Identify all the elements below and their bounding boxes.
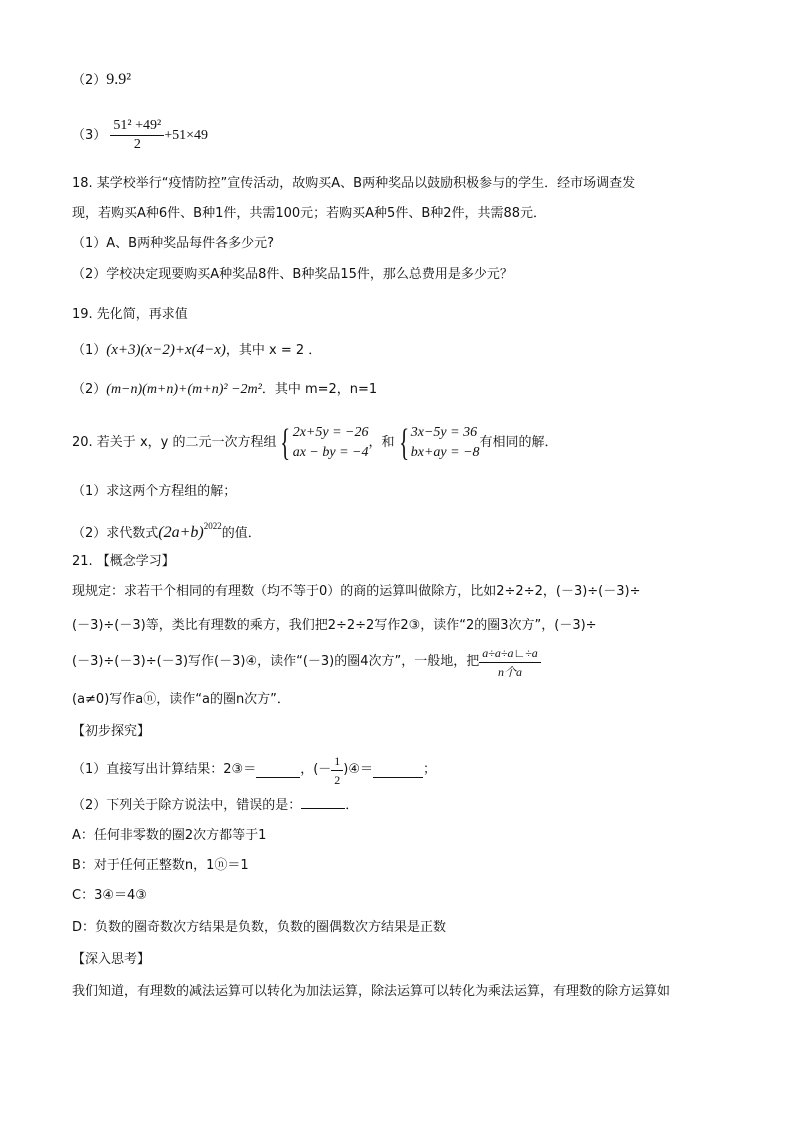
q21-option-d: D：负数的圈奇数次方结果是负数，负数的圈偶数次方结果是正数 bbox=[72, 920, 447, 935]
q17-part2-label: （2） bbox=[72, 73, 107, 88]
q19-part2-label: （2） bbox=[72, 382, 107, 397]
q21-option-a: A：任何非零数的圈2次方都等于1 bbox=[72, 828, 267, 843]
q20-mid: ，和 bbox=[368, 435, 395, 450]
q21-sub1-frac-num: 1 bbox=[331, 753, 343, 771]
q20-system2 bbox=[395, 423, 480, 463]
q17-part3-denominator: 2 bbox=[133, 137, 141, 152]
q19-part1-expr: (x+3)(x−2)+x(4−x) bbox=[106, 342, 226, 358]
q21-sub1-fraction bbox=[331, 753, 343, 788]
answer-blank[interactable] bbox=[373, 763, 423, 778]
q17-part3-numerator: 51² +49² bbox=[110, 118, 164, 136]
q17-part3-fraction bbox=[110, 118, 164, 153]
q21-sub2-end: ． bbox=[345, 798, 359, 813]
q20-lead: 20. 若关于 x，y 的二元一次方程组 bbox=[72, 435, 277, 450]
q20-part1: （1）求这两个方程组的解； bbox=[72, 484, 237, 499]
q21-sub1 bbox=[72, 752, 436, 788]
q21-line3-denominator: n个a bbox=[498, 664, 523, 679]
q20-system2-eq1: 3x−5y = 36 bbox=[410, 425, 478, 440]
q20-system1-eq1: 2x+5y = −26 bbox=[292, 425, 369, 440]
q19-part1-label: （1） bbox=[72, 343, 107, 358]
q21-sub1-mid: ，(－ bbox=[300, 762, 332, 777]
q21-sub1-frac-den: 2 bbox=[334, 772, 341, 787]
q18-line1: 18. 某学校举行“疫情防控”宣传活动，故购买A、B两种奖品以鼓励积极参与的学生．经市场调查发 bbox=[72, 176, 636, 191]
q17-part2-expr: 9.9² bbox=[106, 71, 132, 88]
q21-option-c: C：3④＝4③ bbox=[72, 888, 147, 903]
q20-system1 bbox=[276, 423, 368, 463]
q21-sub1-post: )④＝ bbox=[343, 762, 374, 777]
q21-line3 bbox=[72, 642, 541, 682]
q20-part2-exponent: 2022 bbox=[203, 521, 222, 531]
q19-part2 bbox=[72, 380, 377, 400]
left-brace-icon: { bbox=[280, 422, 291, 464]
q18-part2: （2）学校决定现要购买A种奖品8件、B种奖品15件，那么总费用是多少元？ bbox=[72, 267, 513, 282]
q18-part1: （1）A、B两种奖品每件各多少元? bbox=[72, 236, 274, 251]
q21-sub1-pre: （1）直接写出计算结果：2③＝ bbox=[72, 762, 257, 777]
q21-line4: (a≠0)写作aⓝ，读作“a的圈n次方”． bbox=[72, 692, 290, 707]
q17-part3-label: （3） bbox=[72, 128, 107, 143]
q21-heading-explore: 【初步探究】 bbox=[72, 724, 151, 739]
q21-title: 21. 【概念学习】 bbox=[72, 554, 175, 569]
q21-line2: (－3)÷(－3)等，类比有理数的乘方，我们把2÷2÷2写作2③，读作“2的圈3次方”，(－3)÷ bbox=[72, 618, 597, 633]
q21-line5: 我们知道，有理数的减法运算可以转化为加法运算，除法运算可以转化为乘法运算，有理数的除方运算如 bbox=[72, 984, 671, 999]
q17-part2 bbox=[72, 70, 131, 91]
q19-part1-tail: ，其中 x = 2 ． bbox=[225, 343, 322, 358]
q19-title: 19. 先化简，再求值 bbox=[72, 307, 188, 322]
q19-part2-expr: (m−n)(m+n)+(m+n)² −2m² bbox=[106, 382, 262, 397]
q20-part2-expr: (2a+b) bbox=[158, 524, 204, 541]
left-brace-icon: { bbox=[398, 422, 409, 464]
q20-tail: 有相同的解． bbox=[479, 435, 558, 450]
q21-sub1-end: ； bbox=[423, 762, 437, 777]
q19-part2-tail: ．其中 m=2，n=1 bbox=[261, 382, 378, 397]
q20-part2-pre: （2）求代数式 bbox=[72, 526, 159, 541]
q19-part1 bbox=[72, 340, 321, 361]
answer-blank[interactable] bbox=[256, 763, 300, 778]
q21-line3-fraction bbox=[479, 645, 541, 680]
q20-part2-tail: 的值． bbox=[221, 526, 261, 541]
q20-part2 bbox=[72, 516, 261, 544]
answer-blank[interactable] bbox=[301, 794, 345, 809]
q21-line3-numerator: a÷a÷a∟÷a bbox=[479, 645, 541, 663]
q21-sub2 bbox=[72, 794, 358, 816]
q17-part3 bbox=[72, 118, 208, 153]
q20-system1-eq2: ax − by = −4 bbox=[292, 445, 369, 460]
q20-statement bbox=[72, 420, 558, 466]
q21-heading-think: 【深入思考】 bbox=[72, 952, 151, 967]
q21-line3-text: (－3)÷(－3)÷(－3)写作(－3)④，读作“(－3)的圈4次方”，一般地，把 bbox=[72, 654, 480, 669]
q21-line1: 现规定：求若干个相同的有理数（均不等于0）的商的运算叫做除方，比如2÷2÷2，(－3)÷(－3)÷ bbox=[72, 584, 641, 599]
q18-line2: 现，若购买A种6件、B种1件，共需100元；若购买A种5件、B种2件，共需88元． bbox=[72, 206, 547, 221]
q21-option-b: B：对于任何正整数n，1ⓝ＝1 bbox=[72, 858, 249, 873]
q17-part3-tail: +51×49 bbox=[164, 128, 209, 143]
q21-sub2-pre: （2）下列关于除方说法中，错误的是： bbox=[72, 798, 302, 813]
q20-system2-eq2: bx+ay = −8 bbox=[410, 445, 480, 460]
